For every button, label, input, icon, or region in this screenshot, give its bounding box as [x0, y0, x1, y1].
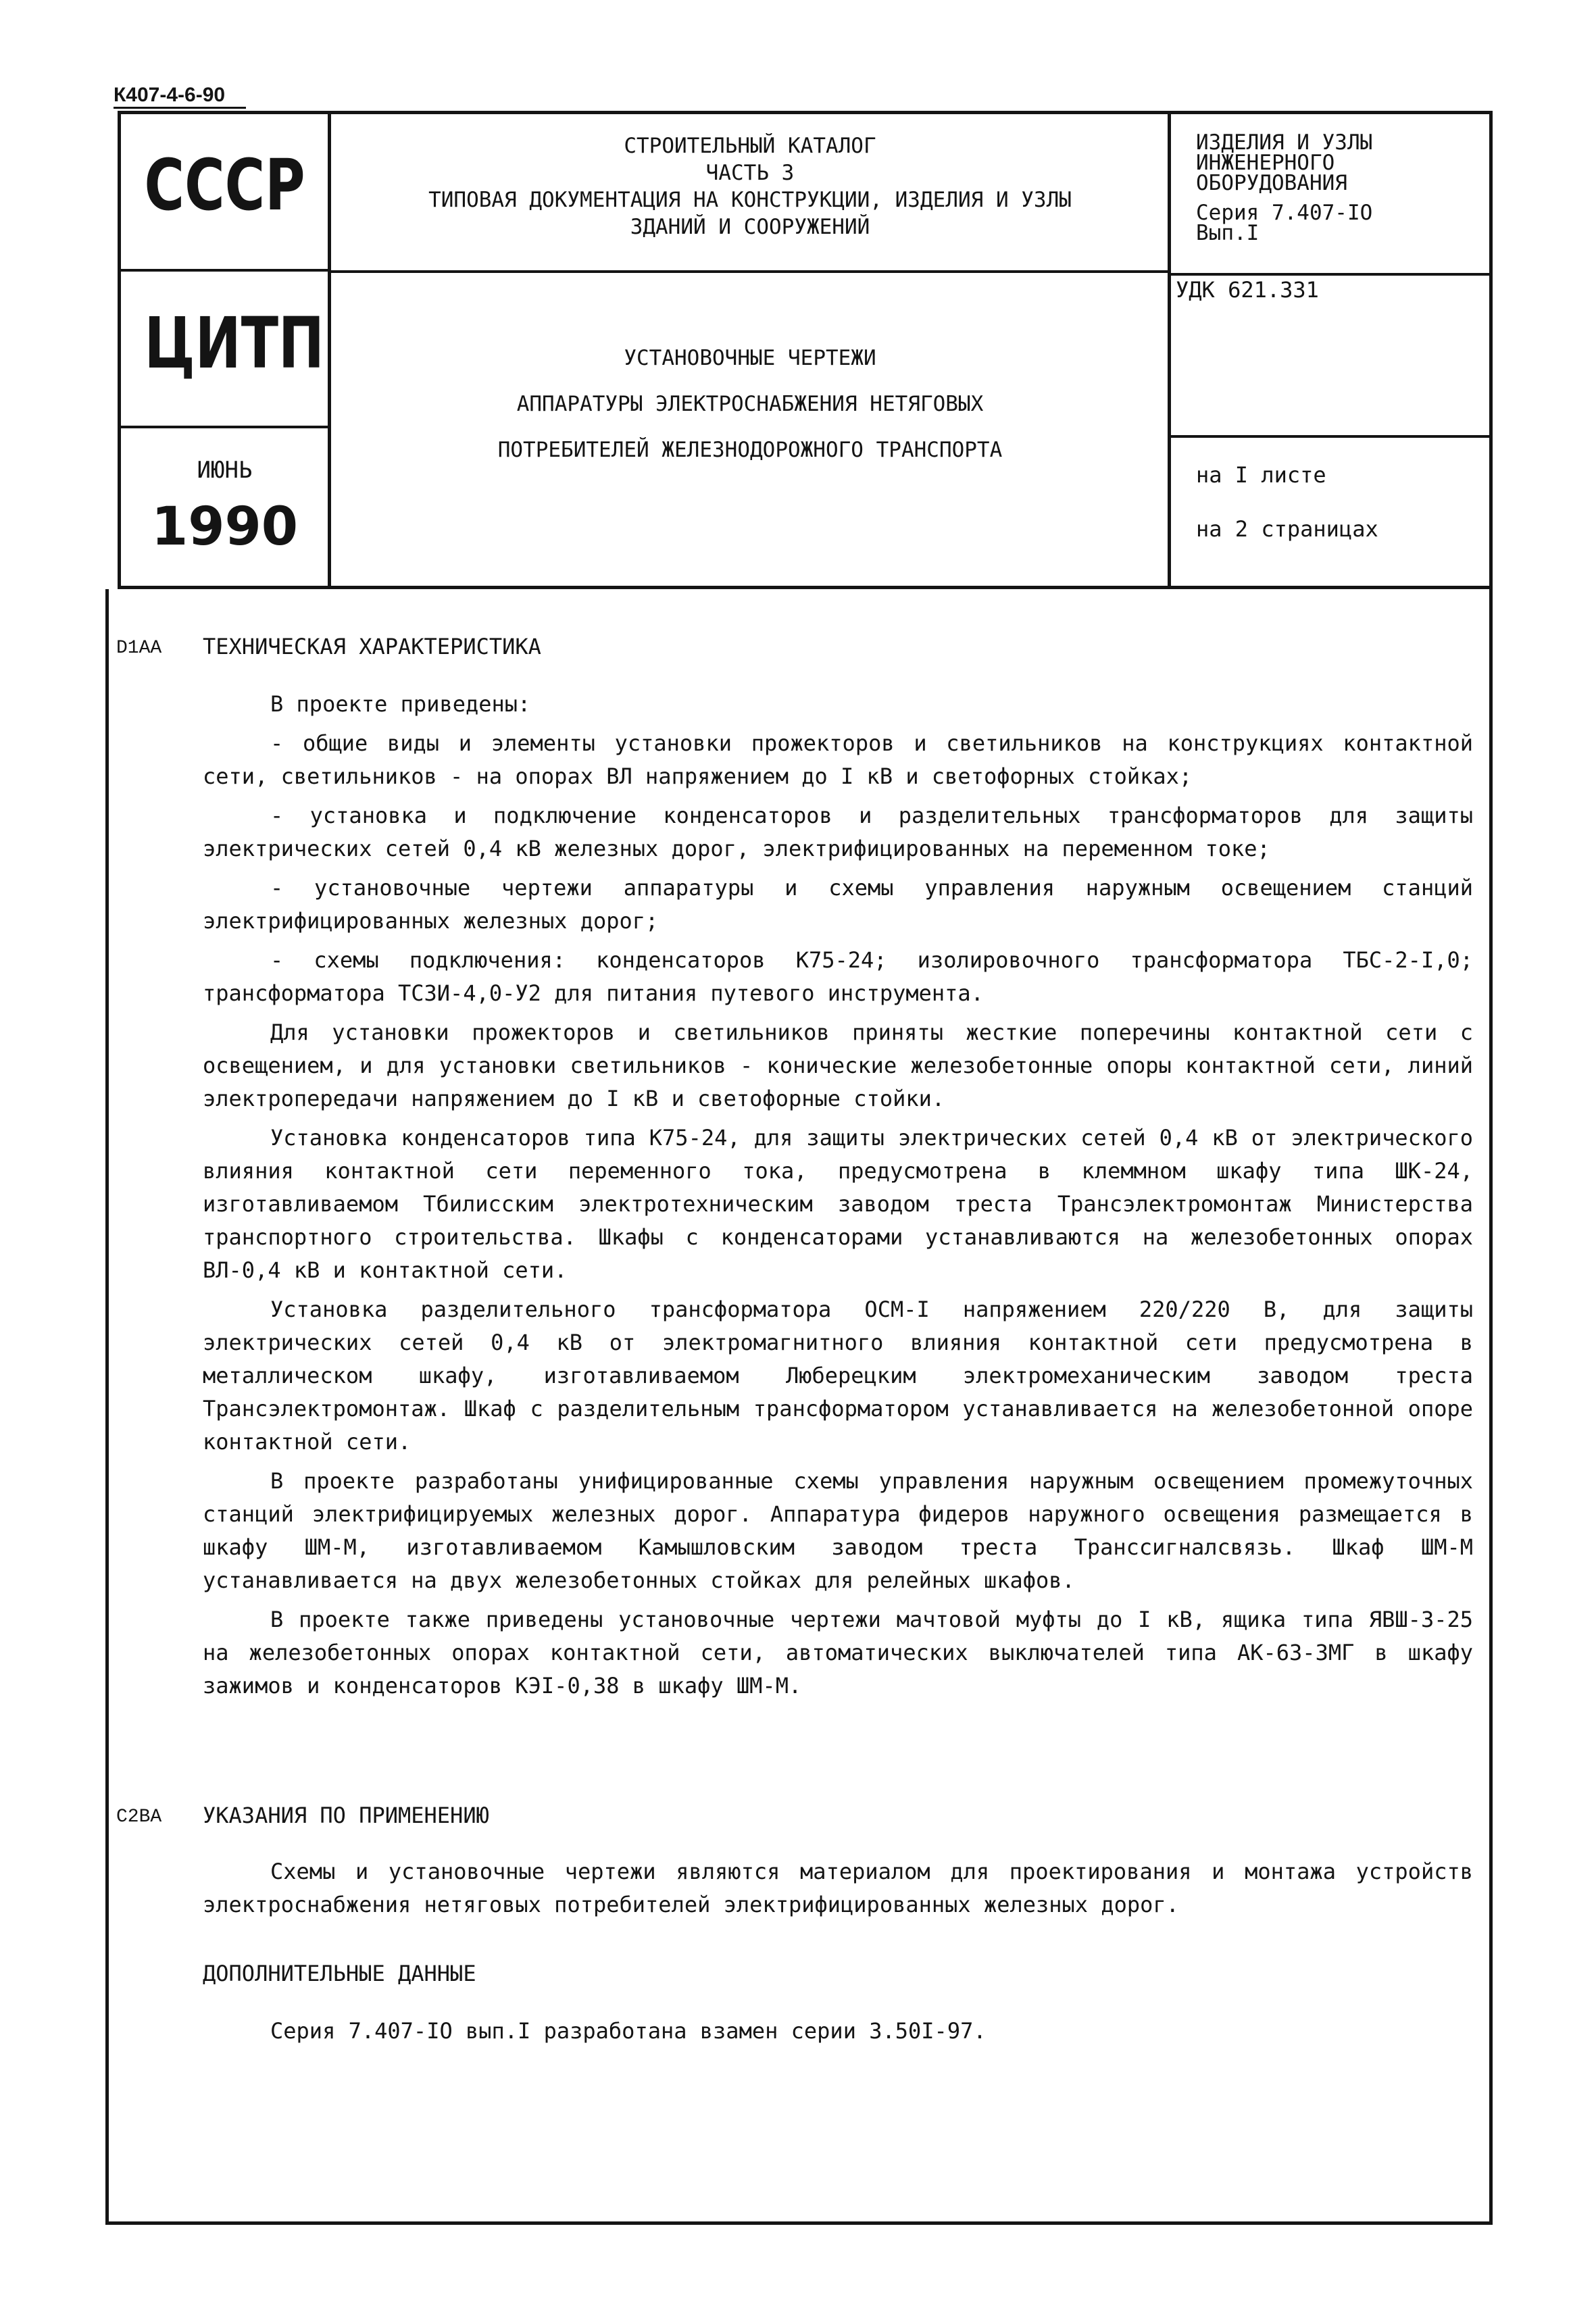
- paragraph: В проекте приведены:: [270, 691, 531, 717]
- catalog-info: [351, 132, 1149, 241]
- catalog-line: ЗДАНИЙ И СООРУЖЕНИЙ: [630, 215, 870, 239]
- application-notes: [203, 1855, 1473, 1928]
- paragraph: Для установки прожекторов и светильников приняты жесткие поперечины контактной сети с освещением, и для установки светильников - конические железобетонные опоры контактной сети, линий электропередачи напряжением до I кВ и светофорные стойки.: [203, 1020, 1473, 1111]
- org-citp: ЦИТП: [144, 302, 324, 384]
- category-line: ОБОРУДОВАНИЯ: [1196, 171, 1347, 195]
- catalog-line: ТИПОВАЯ ДОКУМЕНТАЦИЯ НА КОНСТРУКЦИИ, ИЗДЕЛИЯ И УЗЛЫ: [428, 188, 1072, 212]
- org-ussr: СССР: [144, 144, 305, 226]
- title-line: ПОТРЕБИТЕЛЕЙ ЖЕЛЕЗНОДОРОЖНОГО ТРАНСПОРТА: [497, 438, 1003, 462]
- paragraph: - установочные чертежи аппаратуры и схемы управления наружным освещением станций электрифицированных железных дорог;: [203, 875, 1473, 934]
- title-line: АППАРАТУРЫ ЭЛЕКТРОСНАБЖЕНИЯ НЕТЯГОВЫХ: [516, 392, 984, 416]
- paragraph: Установка конденсаторов типа К75-24, для защиты электрических сетей 0,4 кВ от электрического влияния контактной сети переменного тока, предусмотрена в клеммном шкафу типа ШК-24, изготавливаемом Тбилисским электротехническим заводом треста Трансэлектромонтаж Министерства транспортного строительства. Шкафы с конденсаторами устанавливаются на железобетонных опорах ВЛ-0,4 кВ и контактной сети.: [203, 1125, 1473, 1283]
- document-title: [338, 335, 1162, 473]
- sheet-count: на I листе: [1196, 462, 1326, 488]
- issue-number: Вып.I: [1196, 221, 1260, 245]
- document-code-underline: [114, 107, 246, 109]
- paragraph: - установка и подключение конденсаторов и разделительных трансформаторов для защиты электрических сетей 0,4 кВ железных дорог, электрифицированных на переменном токе;: [203, 803, 1473, 861]
- document-code: К407-4-6-90: [114, 84, 226, 106]
- section-code: D1AA: [116, 638, 162, 659]
- section-code: C2BA: [116, 1807, 162, 1828]
- paragraph: В проекте разработаны унифицированные схемы управления наружным освещением промежуточных станций электрифицируемых железных дорог. Аппаратура фидеров наружного освещения размещается в шкафу ШМ-М, изготавливаемом Камышловским заводом треста Транссигналсвязь. Шкаф ШМ-М устанавливается на двух железобетонных стойках для релейных шкафов.: [203, 1468, 1473, 1593]
- technical-description: [203, 688, 1473, 1709]
- paragraph: - схемы подключения: конденсаторов К75-24; изолировочного трансформатора ТБС-2-I,0; трансформатора ТСЗИ-4,0-У2 для питания путевого инструмента.: [203, 947, 1473, 1006]
- paragraph: Серия 7.407-IO вып.I разработана взамен серии 3.50I-97.: [270, 2018, 987, 2044]
- title-line: УСТАНОВОЧНЫЕ ЧЕРТЕЖИ: [624, 346, 876, 370]
- category-line: ИЗДЕЛИЯ И УЗЛЫ: [1196, 130, 1373, 155]
- category-line: ИНЖЕНЕРНОГО: [1196, 151, 1335, 175]
- paragraph: Схемы и установочные чертежи являются материалом для проектирования и монтажа устройств электроснабжения нетяговых потребителей электрифицированных железных дорог.: [203, 1859, 1473, 1917]
- catalog-line: ЧАСТЬ 3: [705, 161, 795, 185]
- publication-year: 1990: [151, 497, 299, 557]
- udk-code: УДК 621.331: [1176, 277, 1319, 303]
- section-title: ТЕХНИЧЕСКАЯ ХАРАКТЕРИСТИКА: [203, 634, 541, 659]
- section-title: УКАЗАНИЯ ПО ПРИМЕНЕНИЮ: [203, 1803, 489, 1828]
- category-block: [1196, 132, 1480, 243]
- series-number: Серия 7.407-IO: [1196, 201, 1373, 225]
- paragraph: В проекте также приведены установочные чертежи мачтовой муфты до I кВ, ящика типа ЯВШ-3-25 на железобетонных опорах контактной сети, автоматических выключателей типа АК-63-3МГ в шкафу зажимов и конденсаторов КЭI-0,38 в шкафу ШМ-М.: [203, 1607, 1473, 1699]
- paragraph: Установка разделительного трансформатора ОСМ-I напряжением 220/220 В, для защиты электрических сетей 0,4 кВ от электромагнитного влияния контактной сети предусмотрена в металлическом шкафу, изготавливаемом Люберецким электромеханическим заводом треста Трансэлектромонтаж. Шкаф с разделительным трансформатором устанавливается на железобетонной опоре контактной сети.: [203, 1297, 1473, 1455]
- additional-data: [203, 2015, 1473, 2054]
- catalog-line: СТРОИТЕЛЬНЫЙ КАТАЛОГ: [624, 134, 876, 158]
- paragraph: - общие виды и элементы установки прожекторов и светильников на конструкциях контактной сети, светильников - на опорах ВЛ напряжением до I кВ и светофорных стойках;: [203, 730, 1473, 789]
- page-count: на 2 страницах: [1196, 516, 1378, 542]
- section-title: ДОПОЛНИТЕЛЬНЫЕ ДАННЫЕ: [203, 1961, 476, 1986]
- publication-month: ИЮНЬ: [197, 457, 253, 484]
